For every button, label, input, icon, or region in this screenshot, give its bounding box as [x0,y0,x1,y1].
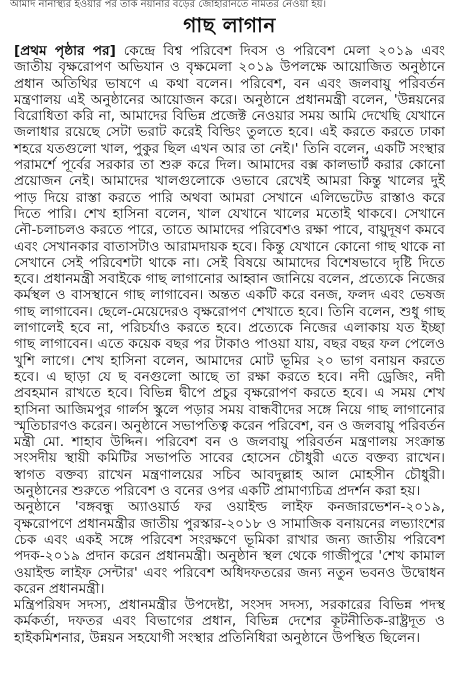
article-paragraph-2: অনুষ্ঠানে 'বঙ্গবন্ধু অ্যাওয়ার্ড ফর ওয়াইল্ড লাইফ কনজারভেশন-২০১৯, বৃক্ষরোপণে প্রধানমন্ত্রীর জাতীয় পুরস্কার-২০১৮ ও সামাজিক বনায়নের লভ্যাংশের চেক এবং একই সঙ্গে পরিবেশ সংরক্ষণে ভূমিকা রাখার জন্য জাতীয় পরিবেশ পদক-২০১৯ প্রদান করেন প্রধানমন্ত্রী। অনুষ্ঠান স্থল থেকে গাজীপুরে 'শেখ কামাল ওয়াইল্ড লাইফ সেন্টার' এবং পরিবেশ অধিদফতরের জন্য নতুন ভবনও উদ্বোধন করেন প্রধানমন্ত্রী। [14,499,445,597]
article-paragraph-1 [14,43,445,499]
paragraph-1-text: কেন্দ্রে বিশ্ব পরিবেশ দিবস ও পরিবেশ মেলা ২০১৯ এবং জাতীয় বৃক্ষরোপণ অভিযান ও বৃক্ষমেলা ২০১৯ উপলক্ষে আয়োজিত অনুষ্ঠানে প্রধান অতিথির ভাষণে এ কথা বলেন। পরিবেশ, বন এবং জলবায়ু পরিবর্তন মন্ত্রণালয় এই অনুষ্ঠানের আয়োজন করে। অনুষ্ঠানে প্রধানমন্ত্রী বলেন, 'উন্নয়নের বিরোধিতা করি না, আমাদের বিভিন্ন প্রজেক্ট নেওয়ার সময় আমি দেখেছি যেখানে জলাধার রয়েছে সেটা ভরাট করেই বিল্ডিং তুলতে হবে। এই করতে করতে ঢাকা শহরে যতগুলো খাল, পুকুর ছিল এখন আর তা নেই।' তিনি বলেন, একটি সংস্থার পরামর্শে পূর্বের সরকার তা শুরু করে দিল। আমাদের বক্স কালভার্ট করার কোনো প্রয়োজন নেই। আমাদের খালগুলোকে ওভাবে রেখেই আমরা কিন্তু খালের দুই পাড় দিয়ে রাস্তা করতে পারি অথবা আমরা সেখানে এলিভেটেড রাস্তাও করে দিতে পারি। শেখ হাসিনা বলেন, খাল যেখানে খালের মতোই থাকবে। সেখানে নৌ-চলাচলও করতে পারে, তাতে আমাদের পরিবেশও রক্ষা পাবে, বায়ুদূষণ কমবে এবং সেখানকার বাতাসটাও আরামদায়ক হবে। কিন্তু যেখানে কোনো গাছ থাকে না সেখানে সেই পরিবেশটা থাকে না। সেই বিষয়ে আমাদের বিশেষভাবে দৃষ্টি দিতে হবে। প্রধানমন্ত্রী সবাইকে গাছ লাগানোর আহ্বান জানিয়ে বলেন, প্রত্যেকে নিজের কর্মস্থল ও বাসস্থানে গাছ লাগাবেন। অন্তত একটি করে বনজ, ফলদ এবং ভেষজ গাছ লাগাবেন। ছেলে-মেয়েদেরও বৃক্ষরোপণ শেখাতে হবে। তিনি বলেন, শুধু গাছ লাগালেই হবে না, পরিচর্যাও করতে হবে। প্রত্যেকে নিজের এলাকায় যত ইচ্ছা গাছ লাগাবেন। এতে কয়েক বছর পর টাকাও পাওয়া যায়, বছর বছর ফল পেলেও খুশি লাগে। শেখ হাসিনা বলেন, আমাদের মোট ভূমির ২০ ভাগ বনায়ন করতে হবে। এ ছাড়া যে ছ বনগুলো আছে তা রক্ষা করতে হবে। নদী ড্রেজিং, নদী প্রবহমান রাখতে হবে। বিভিন্ন দ্বীপে প্রচুর বৃক্ষরোপণ করতে হবে। এ সময় শেখ হাসিনা আজিমপুর গার্লস স্কুলে পড়ার সময় বান্ধবীদের সঙ্গে নিয়ে গাছ লাগানোর স্মৃতিচারণও করেন। অনুষ্ঠানে সভাপতিত্ব করেন পরিবেশ, বন ও জলবায়ু পরিবর্তন মন্ত্রী মো. শাহাব উদ্দিন। পরিবেশ বন ও জলবায়ু পরিবর্তন মন্ত্রণালয় সংক্রান্ত সংসদীয় স্থায়ী কমিটির সভাপতি সাবের হোসেন চৌধুরী এতে বক্তব্য রাখেন। স্বাগত বক্তব্য রাখেন মন্ত্রণালয়ের সচিব আবদুল্লাহ আল মোহসীন চৌধুরী। অনুষ্ঠানের শুরুতে পরিবেশ ও বনের ওপর একটি প্রামাণ্যচিত্র প্রদর্শন করা হয়। [14,43,446,500]
article-body [0,43,459,646]
article-paragraph-3: মন্ত্রিপরিষদ সদস্য, প্রধানমন্ত্রীর উপদেষ্টা, সংসদ সদস্য, সরকারের বিভিন্ন পদস্থ কর্মকর্তা, দফতর এবং বিভাগের প্রধান, বিভিন্ন দেশের কূটনীতিক-রাষ্ট্রদূত ও হাইকমিশনার, উন্নয়ন সহযোগী সংস্থার প্রতিনিধিরা অনুষ্ঠানে উপস্থিত ছিলেন। [14,597,445,646]
continued-from-tag: [প্রথম পৃষ্ঠার পর] [14,43,116,59]
article-headline: গাছ লাগান [183,13,276,37]
previous-article-fragment: আমাদ নানাস্থ্যর হওয়ার পর তাক নয়ানার বড়ের জোহারানতে নামতর নেওয়া হয়। [10,0,327,9]
